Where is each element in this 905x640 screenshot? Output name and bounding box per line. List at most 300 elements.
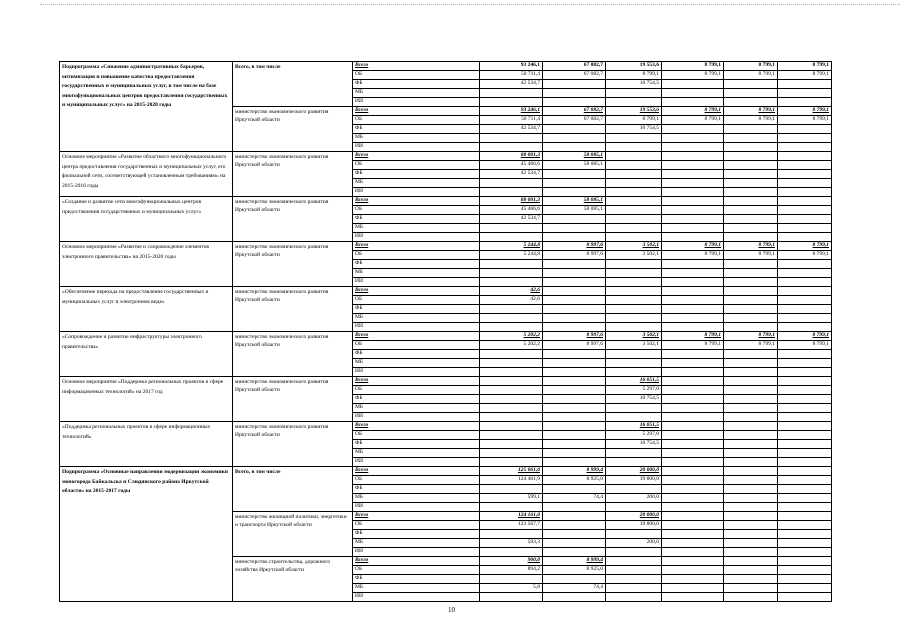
value-cell-year-4 [662, 503, 724, 512]
value-cell-year-6 [778, 287, 832, 296]
funding-source-cell: МБ [353, 314, 480, 323]
value-cell-year-3: 3 502,1 [606, 242, 662, 251]
value-cell-year-4 [662, 485, 724, 494]
value-cell-year-4 [662, 179, 724, 188]
value-cell-year-2 [543, 395, 606, 404]
value-cell-year-6 [778, 440, 832, 449]
value-cell-year-2: 58 085,1 [543, 152, 606, 161]
value-cell-year-4 [662, 350, 724, 359]
value-cell-year-6 [778, 395, 832, 404]
value-cell-year-2 [543, 431, 606, 440]
program-name-cell: Основное мероприятие «Развитие областного многофункционального центра предоставления государственных и муниципальных услуг, его филиальной сети, соответствующей установленным требованиям» на 2015-2016 годы [60, 152, 233, 197]
value-cell-year-3 [606, 584, 662, 593]
value-cell-year-5 [724, 323, 778, 332]
program-name-cell: «Поддержка региональных проектов в сфере информационных технологий» [60, 422, 233, 467]
value-cell-year-4 [662, 197, 724, 206]
value-cell-year-4 [662, 215, 724, 224]
value-cell-year-1: 125 061,0 [480, 467, 543, 476]
value-cell-year-3: 16 051,5 [606, 422, 662, 431]
funding-source-cell: Всего [353, 287, 480, 296]
value-cell-year-2 [543, 350, 606, 359]
value-cell-year-3 [606, 593, 662, 602]
value-cell-year-1: 593,3 [480, 539, 543, 548]
value-cell-year-2 [543, 323, 606, 332]
value-cell-year-5: 8 799,1 [724, 116, 778, 125]
value-cell-year-1 [480, 98, 543, 107]
value-cell-year-1 [480, 233, 543, 242]
value-cell-year-1 [480, 503, 543, 512]
funding-source-cell: ИИ [353, 593, 480, 602]
value-cell-year-1 [480, 188, 543, 197]
value-cell-year-3: 19 553,6 [606, 107, 662, 116]
value-cell-year-4: 8 799,1 [662, 116, 724, 125]
value-cell-year-4 [662, 575, 724, 584]
funding-source-cell: ОБ [353, 116, 480, 125]
value-cell-year-1: 42 534,7 [480, 125, 543, 134]
value-cell-year-1: 42 534,7 [480, 80, 543, 89]
value-cell-year-6 [778, 359, 832, 368]
value-cell-year-2: 58 085,1 [543, 161, 606, 170]
value-cell-year-6 [778, 134, 832, 143]
funding-source-cell: Всего [353, 377, 480, 386]
value-cell-year-1: 123 567,7 [480, 521, 543, 530]
value-cell-year-4 [662, 323, 724, 332]
value-cell-year-2: 8 925,0 [543, 476, 606, 485]
value-cell-year-2 [543, 278, 606, 287]
value-cell-year-5: 8 799,1 [724, 71, 778, 80]
value-cell-year-2 [543, 125, 606, 134]
value-cell-year-3: 10 754,5 [606, 440, 662, 449]
value-cell-year-6 [778, 125, 832, 134]
value-cell-year-5 [724, 467, 778, 476]
funding-source-cell: МБ [353, 404, 480, 413]
value-cell-year-2 [543, 368, 606, 377]
value-cell-year-5 [724, 170, 778, 179]
value-cell-year-1 [480, 422, 543, 431]
value-cell-year-5 [724, 143, 778, 152]
executor-cell: министерство экономического развития Иркутской области [233, 107, 353, 152]
value-cell-year-1: 5 202,2 [480, 341, 543, 350]
value-cell-year-1 [480, 89, 543, 98]
value-cell-year-4 [662, 161, 724, 170]
value-cell-year-2 [543, 305, 606, 314]
value-cell-year-5 [724, 494, 778, 503]
value-cell-year-2 [543, 485, 606, 494]
value-cell-year-2: 8 999,4 [543, 557, 606, 566]
executor-cell: министерство экономического развития Иркутской области [233, 152, 353, 197]
value-cell-year-4 [662, 80, 724, 89]
value-cell-year-4 [662, 296, 724, 305]
value-cell-year-6 [778, 215, 832, 224]
value-cell-year-5 [724, 359, 778, 368]
value-cell-year-6 [778, 314, 832, 323]
value-cell-year-5 [724, 296, 778, 305]
value-cell-year-3: 20 000,0 [606, 467, 662, 476]
program-name-cell: Подпрограмма «Снижение административных барьеров, оптимизация и повышение качества предоставления государственных и муниципальных услуг, в том числе на базе многофункциональных центров предоставления государственных и муниципальных услуг» на 2015-2020 годы [60, 62, 233, 152]
value-cell-year-2 [543, 575, 606, 584]
value-cell-year-2: 67 082,7 [543, 107, 606, 116]
value-cell-year-6 [778, 233, 832, 242]
value-cell-year-6 [778, 548, 832, 557]
value-cell-year-3 [606, 548, 662, 557]
executor-cell: министерство строительства, дорожного хозяйства Иркутской области [233, 557, 353, 602]
value-cell-year-4 [662, 539, 724, 548]
value-cell-year-2 [543, 548, 606, 557]
value-cell-year-6 [778, 152, 832, 161]
program-name-cell: Основное мероприятие «Поддержка региональных проектов в сфере информационных технологий» на 2017 год [60, 377, 233, 422]
value-cell-year-5 [724, 161, 778, 170]
value-cell-year-2 [543, 377, 606, 386]
program-name-cell: Основное мероприятие «Развитие и сопровождение элементов электронного правительства» на 2015-2020 годы [60, 242, 233, 287]
funding-source-cell: ИИ [353, 413, 480, 422]
value-cell-year-3: 8 799,1 [606, 116, 662, 125]
value-cell-year-6 [778, 530, 832, 539]
value-cell-year-3 [606, 206, 662, 215]
value-cell-year-6 [778, 521, 832, 530]
value-cell-year-3 [606, 98, 662, 107]
value-cell-year-4 [662, 512, 724, 521]
value-cell-year-5: 8 799,1 [724, 242, 778, 251]
value-cell-year-2 [543, 224, 606, 233]
value-cell-year-5 [724, 188, 778, 197]
funding-source-cell: ОБ [353, 161, 480, 170]
funding-source-cell: Всего [353, 197, 480, 206]
value-cell-year-3: 10 754,5 [606, 80, 662, 89]
value-cell-year-1 [480, 485, 543, 494]
value-cell-year-6 [778, 170, 832, 179]
value-cell-year-2 [543, 359, 606, 368]
value-cell-year-5 [724, 386, 778, 395]
executor-cell: министерство экономического развития Иркутской области [233, 332, 353, 377]
value-cell-year-4: 8 799,1 [662, 341, 724, 350]
value-cell-year-6 [778, 89, 832, 98]
value-cell-year-2 [543, 404, 606, 413]
value-cell-year-2 [543, 215, 606, 224]
value-cell-year-1 [480, 548, 543, 557]
value-cell-year-2 [543, 539, 606, 548]
value-cell-year-5 [724, 260, 778, 269]
value-cell-year-5 [724, 539, 778, 548]
value-cell-year-4 [662, 260, 724, 269]
value-cell-year-2 [543, 512, 606, 521]
value-cell-year-4 [662, 449, 724, 458]
funding-source-cell: ИИ [353, 368, 480, 377]
value-cell-year-4 [662, 440, 724, 449]
value-cell-year-6 [778, 413, 832, 422]
value-cell-year-4 [662, 233, 724, 242]
value-cell-year-2 [543, 422, 606, 431]
value-cell-year-3: 200,0 [606, 539, 662, 548]
value-cell-year-3 [606, 296, 662, 305]
value-cell-year-6 [778, 584, 832, 593]
value-cell-year-4 [662, 143, 724, 152]
value-cell-year-4: 8 799,1 [662, 107, 724, 116]
value-cell-year-1: 5,8 [480, 584, 543, 593]
value-cell-year-3 [606, 323, 662, 332]
funding-source-cell: Всего [353, 512, 480, 521]
value-cell-year-2: 8 999,4 [543, 467, 606, 476]
value-cell-year-3 [606, 566, 662, 575]
value-cell-year-4 [662, 530, 724, 539]
value-cell-year-4 [662, 224, 724, 233]
value-cell-year-3 [606, 530, 662, 539]
funding-source-cell: МБ [353, 224, 480, 233]
value-cell-year-5 [724, 314, 778, 323]
value-cell-year-6: 8 799,1 [778, 62, 832, 71]
value-cell-year-6: 8 799,1 [778, 332, 832, 341]
funding-source-cell: ИИ [353, 188, 480, 197]
value-cell-year-3: 16 051,5 [606, 377, 662, 386]
funding-source-cell: ОБ [353, 476, 480, 485]
value-cell-year-5 [724, 89, 778, 98]
value-cell-year-4 [662, 125, 724, 134]
value-cell-year-1 [480, 368, 543, 377]
value-cell-year-2: 58 085,1 [543, 206, 606, 215]
value-cell-year-4 [662, 314, 724, 323]
value-cell-year-1 [480, 377, 543, 386]
value-cell-year-2 [543, 170, 606, 179]
value-cell-year-3 [606, 179, 662, 188]
value-cell-year-3 [606, 287, 662, 296]
funding-source-cell: ФБ [353, 305, 480, 314]
value-cell-year-3 [606, 557, 662, 566]
table-row [60, 242, 832, 251]
value-cell-year-6 [778, 404, 832, 413]
value-cell-year-3: 19 800,0 [606, 476, 662, 485]
value-cell-year-1 [480, 395, 543, 404]
value-cell-year-6 [778, 296, 832, 305]
funding-source-cell: МБ [353, 494, 480, 503]
value-cell-year-6: 8 799,1 [778, 341, 832, 350]
value-cell-year-5 [724, 521, 778, 530]
value-cell-year-4 [662, 566, 724, 575]
value-cell-year-5 [724, 422, 778, 431]
value-cell-year-2 [543, 287, 606, 296]
value-cell-year-3 [606, 485, 662, 494]
value-cell-year-5 [724, 593, 778, 602]
program-name-cell: «Сопровождение и развитие инфраструктуры электронного правительства» [60, 332, 233, 377]
value-cell-year-3 [606, 350, 662, 359]
value-cell-year-3 [606, 413, 662, 422]
value-cell-year-2 [543, 260, 606, 269]
value-cell-year-6 [778, 575, 832, 584]
value-cell-year-4 [662, 584, 724, 593]
value-cell-year-5 [724, 584, 778, 593]
funding-source-cell: МБ [353, 269, 480, 278]
value-cell-year-4 [662, 494, 724, 503]
value-cell-year-3 [606, 575, 662, 584]
value-cell-year-1: 42,6 [480, 287, 543, 296]
value-cell-year-4 [662, 269, 724, 278]
value-cell-year-6: 8 799,1 [778, 71, 832, 80]
value-cell-year-1: 124 161,0 [480, 512, 543, 521]
value-cell-year-5 [724, 566, 778, 575]
funding-source-cell: Всего [353, 467, 480, 476]
value-cell-year-6 [778, 269, 832, 278]
value-cell-year-2: 8 997,6 [543, 341, 606, 350]
value-cell-year-4 [662, 368, 724, 377]
table-row [60, 287, 832, 296]
value-cell-year-5 [724, 368, 778, 377]
page-number: 10 [448, 606, 455, 614]
value-cell-year-3 [606, 404, 662, 413]
value-cell-year-3 [606, 359, 662, 368]
program-name-cell: «Обеспечение перехода на предоставление государственных и муниципальных услуг в электронном виде» [60, 287, 233, 332]
value-cell-year-5 [724, 485, 778, 494]
value-cell-year-5: 8 799,1 [724, 332, 778, 341]
value-cell-year-4 [662, 152, 724, 161]
value-cell-year-4 [662, 170, 724, 179]
value-cell-year-5 [724, 98, 778, 107]
value-cell-year-3 [606, 89, 662, 98]
value-cell-year-1 [480, 143, 543, 152]
value-cell-year-1 [480, 224, 543, 233]
value-cell-year-5: 8 799,1 [724, 107, 778, 116]
value-cell-year-1 [480, 134, 543, 143]
value-cell-year-3: 19 800,0 [606, 521, 662, 530]
value-cell-year-3: 19 553,6 [606, 62, 662, 71]
value-cell-year-5 [724, 458, 778, 467]
value-cell-year-2 [543, 449, 606, 458]
value-cell-year-5 [724, 440, 778, 449]
table-row [60, 152, 832, 161]
executor-cell: министерство экономического развития Иркутской области [233, 422, 353, 467]
value-cell-year-1 [480, 359, 543, 368]
value-cell-year-5 [724, 224, 778, 233]
value-cell-year-2 [543, 188, 606, 197]
value-cell-year-3 [606, 278, 662, 287]
value-cell-year-5 [724, 557, 778, 566]
funding-source-cell: Всего [353, 557, 480, 566]
value-cell-year-6: 8 799,1 [778, 242, 832, 251]
value-cell-year-1 [480, 449, 543, 458]
value-cell-year-4: 8 799,1 [662, 332, 724, 341]
funding-source-cell: ИИ [353, 233, 480, 242]
funding-source-cell: ФБ [353, 215, 480, 224]
value-cell-year-1: 42,6 [480, 296, 543, 305]
value-cell-year-1 [480, 278, 543, 287]
funding-source-cell: ФБ [353, 350, 480, 359]
value-cell-year-5 [724, 476, 778, 485]
value-cell-year-6 [778, 161, 832, 170]
value-cell-year-5 [724, 125, 778, 134]
value-cell-year-3 [606, 368, 662, 377]
value-cell-year-3: 5 297,0 [606, 386, 662, 395]
funding-source-cell: Всего [353, 152, 480, 161]
value-cell-year-1 [480, 440, 543, 449]
value-cell-year-1 [480, 593, 543, 602]
value-cell-year-3 [606, 224, 662, 233]
executor-cell: министерство жилищной политики, энергетики и транспорта Иркутской области [233, 512, 353, 557]
value-cell-year-1 [480, 314, 543, 323]
value-cell-year-4 [662, 404, 724, 413]
table-row [60, 332, 832, 341]
value-cell-year-4 [662, 89, 724, 98]
value-cell-year-5 [724, 278, 778, 287]
funding-source-cell: МБ [353, 449, 480, 458]
value-cell-year-6 [778, 539, 832, 548]
value-cell-year-6 [778, 557, 832, 566]
value-cell-year-5 [724, 350, 778, 359]
table-row [60, 422, 832, 431]
value-cell-year-2 [543, 296, 606, 305]
value-cell-year-3: 10 754,5 [606, 125, 662, 134]
funding-source-cell: МБ [353, 179, 480, 188]
value-cell-year-6 [778, 467, 832, 476]
value-cell-year-5 [724, 431, 778, 440]
value-cell-year-5 [724, 152, 778, 161]
value-cell-year-4: 8 799,1 [662, 251, 724, 260]
value-cell-year-6: 8 799,1 [778, 116, 832, 125]
funding-source-cell: ИИ [353, 143, 480, 152]
value-cell-year-4 [662, 278, 724, 287]
funding-source-cell: ИИ [353, 458, 480, 467]
value-cell-year-4 [662, 134, 724, 143]
value-cell-year-1 [480, 575, 543, 584]
value-cell-year-1: 50 711,4 [480, 71, 543, 80]
funding-source-cell: ФБ [353, 260, 480, 269]
value-cell-year-6 [778, 224, 832, 233]
value-cell-year-1 [480, 458, 543, 467]
funding-source-cell: МБ [353, 89, 480, 98]
value-cell-year-3 [606, 170, 662, 179]
value-cell-year-6 [778, 449, 832, 458]
executor-cell: министерство экономического развития Иркутской области [233, 242, 353, 287]
value-cell-year-1: 124 461,9 [480, 476, 543, 485]
funding-source-cell: ФБ [353, 125, 480, 134]
value-cell-year-1 [480, 260, 543, 269]
value-cell-year-2 [543, 503, 606, 512]
executor-cell: министерство экономического развития Иркутской области [233, 377, 353, 422]
value-cell-year-1 [480, 386, 543, 395]
value-cell-year-5 [724, 269, 778, 278]
value-cell-year-5: 8 799,1 [724, 62, 778, 71]
value-cell-year-5 [724, 80, 778, 89]
value-cell-year-5 [724, 530, 778, 539]
funding-source-cell: ИИ [353, 548, 480, 557]
value-cell-year-6 [778, 188, 832, 197]
value-cell-year-5 [724, 179, 778, 188]
executor-cell: министерство экономического развития Иркутской области [233, 197, 353, 242]
value-cell-year-1 [480, 179, 543, 188]
value-cell-year-1 [480, 323, 543, 332]
value-cell-year-6 [778, 485, 832, 494]
value-cell-year-3 [606, 143, 662, 152]
value-cell-year-4: 8 799,1 [662, 71, 724, 80]
value-cell-year-5 [724, 377, 778, 386]
value-cell-year-5 [724, 287, 778, 296]
funding-source-cell: Всего [353, 242, 480, 251]
value-cell-year-3 [606, 305, 662, 314]
budget-table [59, 61, 832, 602]
value-cell-year-6 [778, 431, 832, 440]
value-cell-year-6: 8 799,1 [778, 251, 832, 260]
value-cell-year-5 [724, 215, 778, 224]
value-cell-year-6 [778, 386, 832, 395]
value-cell-year-1: 894,2 [480, 566, 543, 575]
value-cell-year-5 [724, 197, 778, 206]
funding-source-cell: МБ [353, 539, 480, 548]
value-cell-year-1: 900,0 [480, 557, 543, 566]
value-cell-year-4 [662, 476, 724, 485]
value-cell-year-2: 8 997,6 [543, 332, 606, 341]
value-cell-year-3: 20 000,0 [606, 512, 662, 521]
funding-source-cell: ИИ [353, 323, 480, 332]
funding-source-cell: ФБ [353, 575, 480, 584]
value-cell-year-1: 599,1 [480, 494, 543, 503]
value-cell-year-4 [662, 557, 724, 566]
value-cell-year-4 [662, 458, 724, 467]
